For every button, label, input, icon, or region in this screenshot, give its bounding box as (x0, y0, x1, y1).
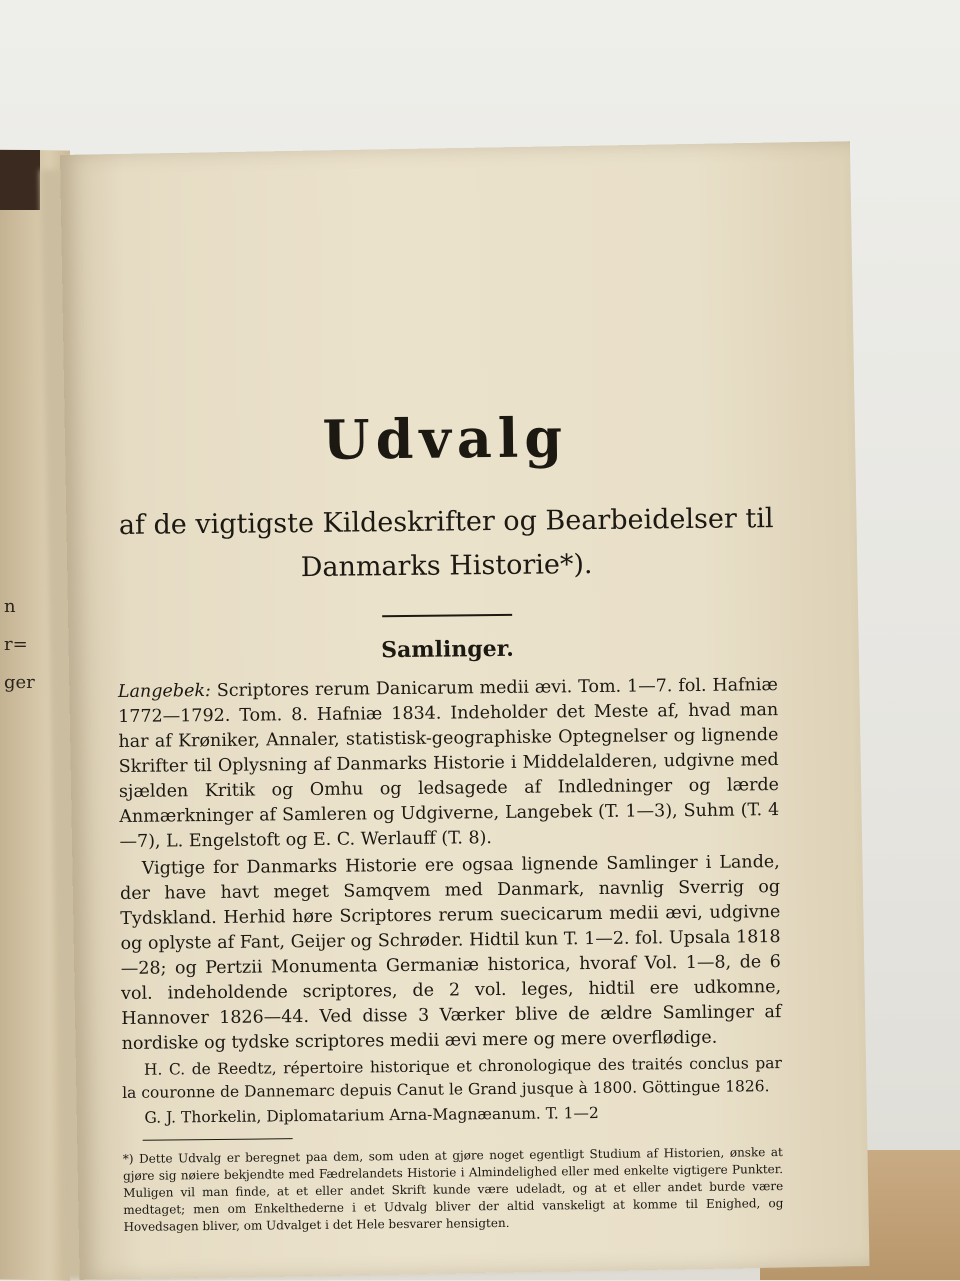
reference-reedtz: H. C. de Reedtz, répertoire historique et chronologique des traités conclus par la couronne de Dannemarc depuis Canut le Grand jusque à 1800. Göttingue 1826. (122, 1054, 782, 1102)
page-content (115, 403, 784, 1236)
book-spine (0, 150, 40, 210)
left-fragment: r= (4, 634, 28, 655)
paragraph-collections: Vigtige for Danmarks Historie ere ogsaa lignende Samlinger i Lande, der have havt meget Samqvem med Danmark, navnlig Sverrig og Tydskland. Herhid høre Scriptores rerum suecicarum medii ævi, udgivne og oplyste af Fant, Geijer og Schrøder. Hidtil kun T. 1—2. fol. Upsala 1818—28; og Pertzii Monumenta Germaniæ historica, hvoraf Vol. 1—8, de 6 vol. indeholdende scriptores, de 2 vol. leges, hidtil ere udkomne, Hannover 1826—44. Ved disse 3 Værker blive de ældre Samlinger af nordiske og tydske scriptores medii ævi mere og mere overflødige. (119, 852, 782, 1054)
footnote-divider (143, 1138, 293, 1141)
page-title: Udvalg (322, 405, 569, 472)
paragraph-lead: Langebek: (117, 681, 212, 702)
paragraph-text: Scriptores rerum Danicarum medii ævi. Tom. 1—7. fol. Hafniæ 1772—1792. Tom. 8. Hafniæ 1834. Indeholder det Meste af, hvad man har af Krøniker, Annaler, statistisk-geographiske Optegnelser og lignende Skrifter til Oplysning af Danmarks Historie i Middelalderen, udgivne med sjælden Kritik og Omhu og ledsagede af Indledninger og lærde Anmærkninger af Samleren og Udgiverne, Langebek (T. 1—3), Suhm (T. 4—7), L. Engelstoft og E. C. Werlauff (T. 8). (118, 675, 780, 852)
section-heading: Samlinger. (381, 635, 515, 664)
reference-thorkelin: G. J. Thorkelin, Diplomatarium Arna-Magnæanum. T. 1—2 (144, 1103, 599, 1127)
footnote: *) Dette Udvalg er beregnet paa dem, som uden at gjøre noget egentligt Studium af Historien, ønske at gjøre sig nøiere bekjendte med Fædrelandets Historie i Almindelighed eller med enkelte vigtigere Punkter. Muligen vil man finde, at et eller andet Skrift kunde være udeladt, og at et eller andet burde være medtaget; men om Enkelthederne i et Udvalg bliver der altid vanskeligt at komme til Enighed, og Hovedsagen bliver, om Udvalget i det Hele besvarer hensigten. (122, 1145, 784, 1234)
page-subtitle: af de vigtigste Kildeskrifter og Bearbeidelser til Danmarks Historie*). (118, 503, 774, 584)
left-fragment: n (4, 596, 16, 617)
left-page-text (4, 588, 35, 702)
divider (382, 614, 512, 617)
left-fragment: ger (4, 672, 35, 693)
paragraph-langebek (118, 673, 780, 855)
